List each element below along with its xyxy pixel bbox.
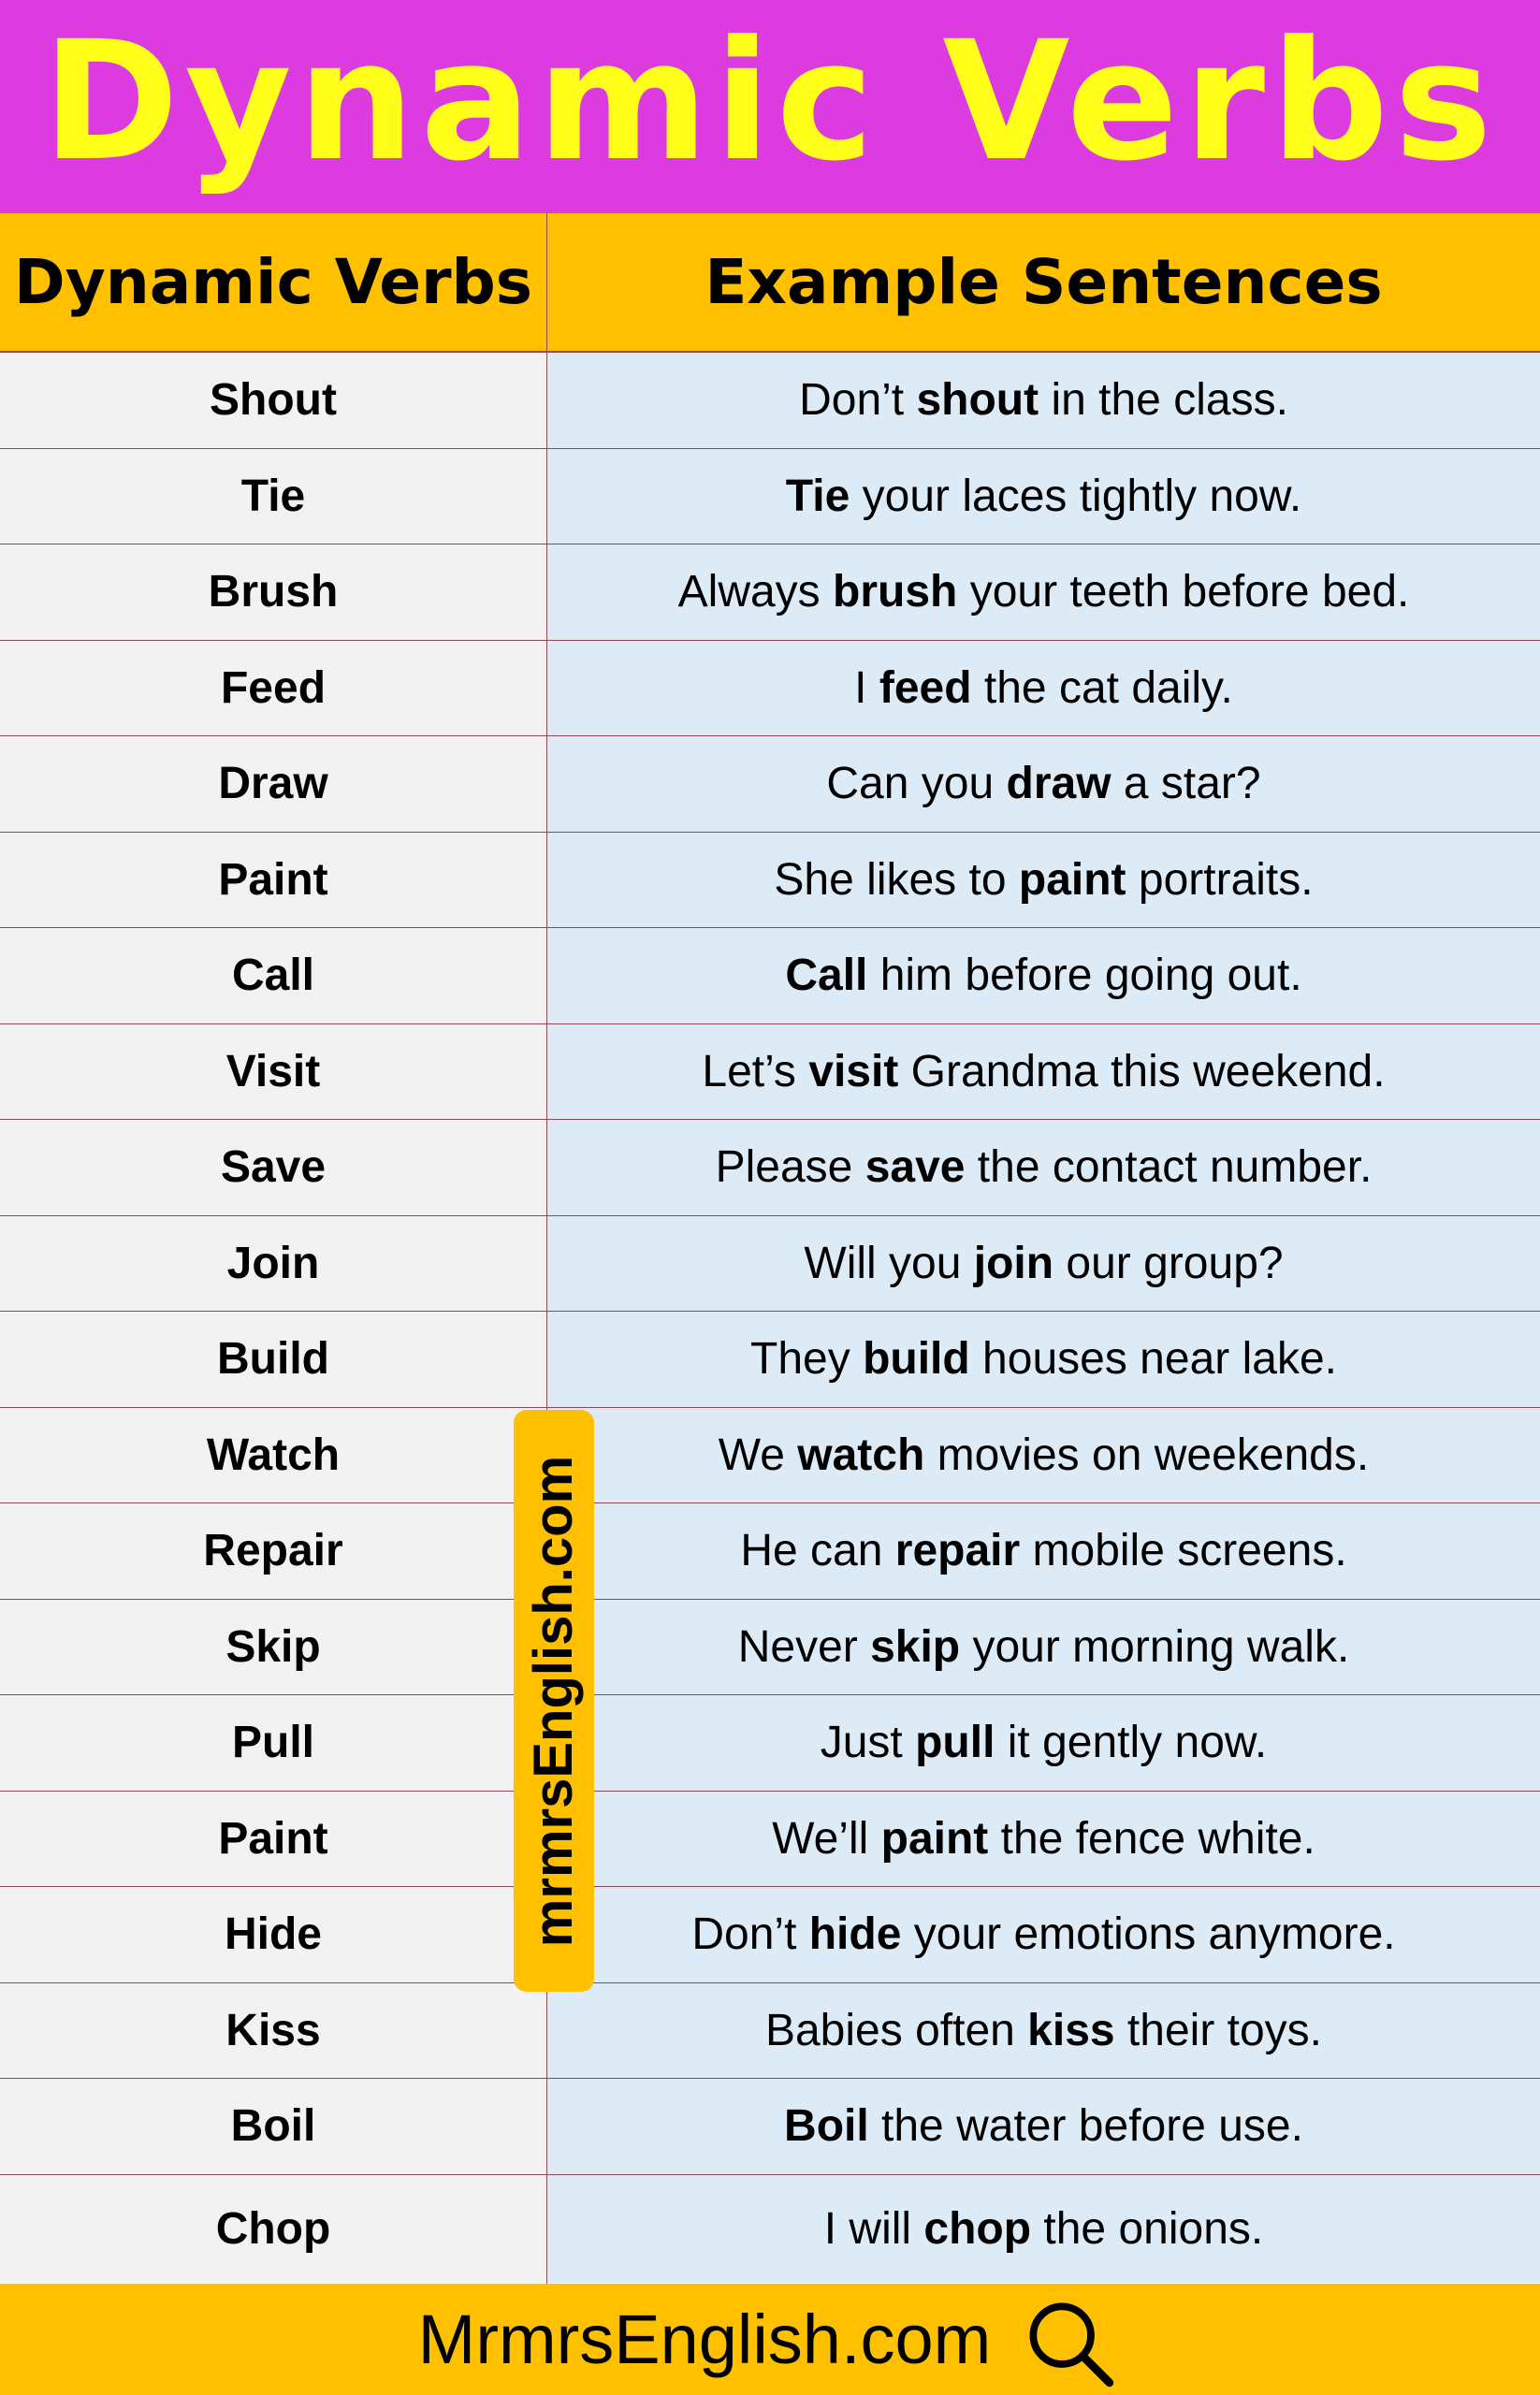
verb-cell: Draw [0, 736, 546, 832]
sentence-cell [547, 1216, 1540, 1312]
sentence-text-before: Never [737, 1621, 871, 1672]
table-row [0, 544, 1540, 641]
table-header-row [0, 213, 1540, 353]
sentence-verb-highlight: repair [894, 1526, 1021, 1576]
sentence-text-before: We’ll [772, 1813, 881, 1864]
sentence-cell [547, 1983, 1540, 2079]
sentence-verb-highlight: save [864, 1142, 966, 1193]
verb-cell: Build [0, 1312, 546, 1407]
verb-cell: Watch [0, 1408, 546, 1503]
sentence-cell [547, 353, 1540, 448]
sentence-verb-highlight: hide [808, 1909, 902, 1960]
sentence-cell [547, 1024, 1540, 1120]
sentence-text-after: the fence white. [988, 1813, 1315, 1864]
sentence-cell [547, 833, 1540, 928]
verb-cell: Hide [0, 1887, 546, 1982]
sentence-cell [547, 1312, 1540, 1407]
verb-cell: Save [0, 1120, 546, 1215]
sentence-verb-highlight: kiss [1027, 2005, 1115, 2055]
verb-cell: Skip [0, 1600, 546, 1695]
table-row [0, 928, 1540, 1024]
sentence-text-before: Just [820, 1718, 916, 1768]
table-row [0, 1120, 1540, 1216]
sentence-verb-highlight: Boil [784, 2101, 869, 2152]
verb-cell: Call [0, 928, 546, 1023]
sentence-text-after: him before going out. [867, 951, 1302, 1001]
watermark-badge [514, 1410, 594, 1992]
verb-cell: Tie [0, 449, 546, 544]
sentence-text-after: the contact number. [965, 1142, 1373, 1193]
sentence-cell [547, 1408, 1540, 1503]
sentence-verb-highlight: paint [1018, 854, 1126, 905]
sentence-verb-highlight: pull [915, 1718, 995, 1768]
header-example-sentences: Example Sentences [705, 246, 1383, 318]
verbs-table [0, 213, 1540, 2284]
sentence-cell [547, 1503, 1540, 1599]
sentence-text-after: a star? [1111, 759, 1261, 809]
sentence-verb-highlight: brush [833, 567, 958, 617]
page-title: Dynamic Verbs [42, 6, 1498, 197]
sentence-text-before: Babies often [764, 2005, 1028, 2055]
sentence-text-before: She likes to [774, 854, 1019, 905]
verb-cell: Brush [0, 544, 546, 640]
sentence-text-after: their toys. [1114, 2005, 1323, 2055]
table-row [0, 833, 1540, 929]
sentence-text-after: portraits. [1126, 854, 1314, 905]
sentence-text-after: your teeth before bed. [957, 567, 1410, 617]
sentence-text-after: the water before use. [868, 2101, 1303, 2152]
sentence-verb-highlight: watch [797, 1430, 925, 1480]
sentence-verb-highlight: skip [870, 1621, 961, 1672]
sentence-text-after: mobile screens. [1020, 1526, 1347, 1576]
sentence-verb-highlight: build [863, 1334, 970, 1385]
sentence-text-before: Let’s [702, 1046, 809, 1096]
table-row [0, 736, 1540, 833]
sentence-cell [547, 641, 1540, 736]
sentence-text-before: I will [823, 2203, 924, 2254]
header-dynamic-verbs: Dynamic Verbs [13, 246, 533, 318]
sentence-text-after: it gently now. [995, 1718, 1268, 1768]
sentence-cell [547, 1695, 1540, 1791]
verb-cell: Feed [0, 641, 546, 736]
sentence-text-before: We [718, 1430, 798, 1480]
verb-cell: Paint [0, 833, 546, 928]
sentence-verb-highlight: visit [808, 1046, 899, 1096]
sentence-text-after: our group? [1053, 1238, 1284, 1288]
sentence-text-before: Can you [826, 759, 1007, 809]
table-row [0, 1408, 1540, 1504]
sentence-text-after: your emotions anymore. [901, 1909, 1396, 1960]
sentence-text-before: They [750, 1334, 864, 1385]
sentence-verb-highlight: draw [1006, 759, 1111, 809]
table-row [0, 641, 1540, 737]
sentence-cell [547, 928, 1540, 1023]
sentence-text-before: Always [677, 567, 834, 617]
table-row [0, 1216, 1540, 1313]
table-row [0, 1503, 1540, 1600]
sentence-cell [547, 1887, 1540, 1982]
sentence-verb-highlight: join [973, 1238, 1054, 1288]
sentence-verb-highlight: Call [785, 951, 868, 1001]
sentence-cell [547, 2079, 1540, 2174]
sentence-text-before: Will you [804, 1238, 974, 1288]
search-icon [1019, 2292, 1122, 2395]
sentence-cell [547, 2175, 1540, 2283]
verb-cell: Kiss [0, 1983, 546, 2079]
title-banner [0, 0, 1540, 213]
sentence-text-after: the onions. [1031, 2203, 1264, 2254]
sentence-text-after: your morning walk. [960, 1621, 1350, 1672]
sentence-cell [547, 1792, 1540, 1887]
sentence-cell [547, 1600, 1540, 1695]
verb-cell: Paint [0, 1792, 546, 1887]
table-row [0, 1024, 1540, 1121]
table-row [0, 2175, 1540, 2283]
verb-cell: Visit [0, 1024, 546, 1120]
verb-cell: Shout [0, 353, 546, 448]
verb-cell: Boil [0, 2079, 546, 2174]
sentence-text-before: Please [715, 1142, 865, 1193]
sentence-verb-highlight: paint [880, 1813, 989, 1864]
verb-cell: Repair [0, 1503, 546, 1599]
sentence-text-before: Don’t [691, 1909, 809, 1960]
sentence-cell [547, 544, 1540, 640]
footer-site-name: MrmrsEnglish.com [417, 2301, 992, 2378]
table-row [0, 353, 1540, 449]
sentence-text-after: your laces tightly now. [850, 471, 1302, 521]
table-row [0, 1792, 1540, 1888]
sentence-text-after: in the class. [1039, 375, 1288, 426]
table-row [0, 449, 1540, 545]
sentence-text-before: He can [740, 1526, 895, 1576]
sentence-verb-highlight: shout [916, 375, 1039, 426]
sentence-text-before: I [854, 662, 879, 713]
sentence-verb-highlight: feed [879, 662, 972, 713]
sentence-cell [547, 736, 1540, 832]
sentence-verb-highlight: chop [923, 2203, 1032, 2254]
table-row [0, 1983, 1540, 2080]
sentence-text-before: Don’t [799, 375, 917, 426]
table-row [0, 1312, 1540, 1408]
sentence-verb-highlight: Tie [785, 471, 850, 521]
sentence-cell [547, 1120, 1540, 1215]
watermark-text: mrmrsEnglish.com [523, 1455, 585, 1947]
verb-cell: Pull [0, 1695, 546, 1791]
sentence-text-after: Grandma this weekend. [898, 1046, 1386, 1096]
sentence-text-after: movies on weekends. [924, 1430, 1370, 1480]
table-row [0, 1887, 1540, 1983]
sentence-text-after: houses near lake. [969, 1334, 1337, 1385]
table-row [0, 2079, 1540, 2175]
verb-cell: Chop [0, 2175, 546, 2283]
table-row [0, 1600, 1540, 1696]
verb-cell: Join [0, 1216, 546, 1312]
sentence-cell [547, 449, 1540, 544]
table-row [0, 1695, 1540, 1792]
footer-bar [0, 2284, 1540, 2395]
table-body [0, 353, 1540, 2283]
sentence-text-after: the cat daily. [971, 662, 1233, 713]
